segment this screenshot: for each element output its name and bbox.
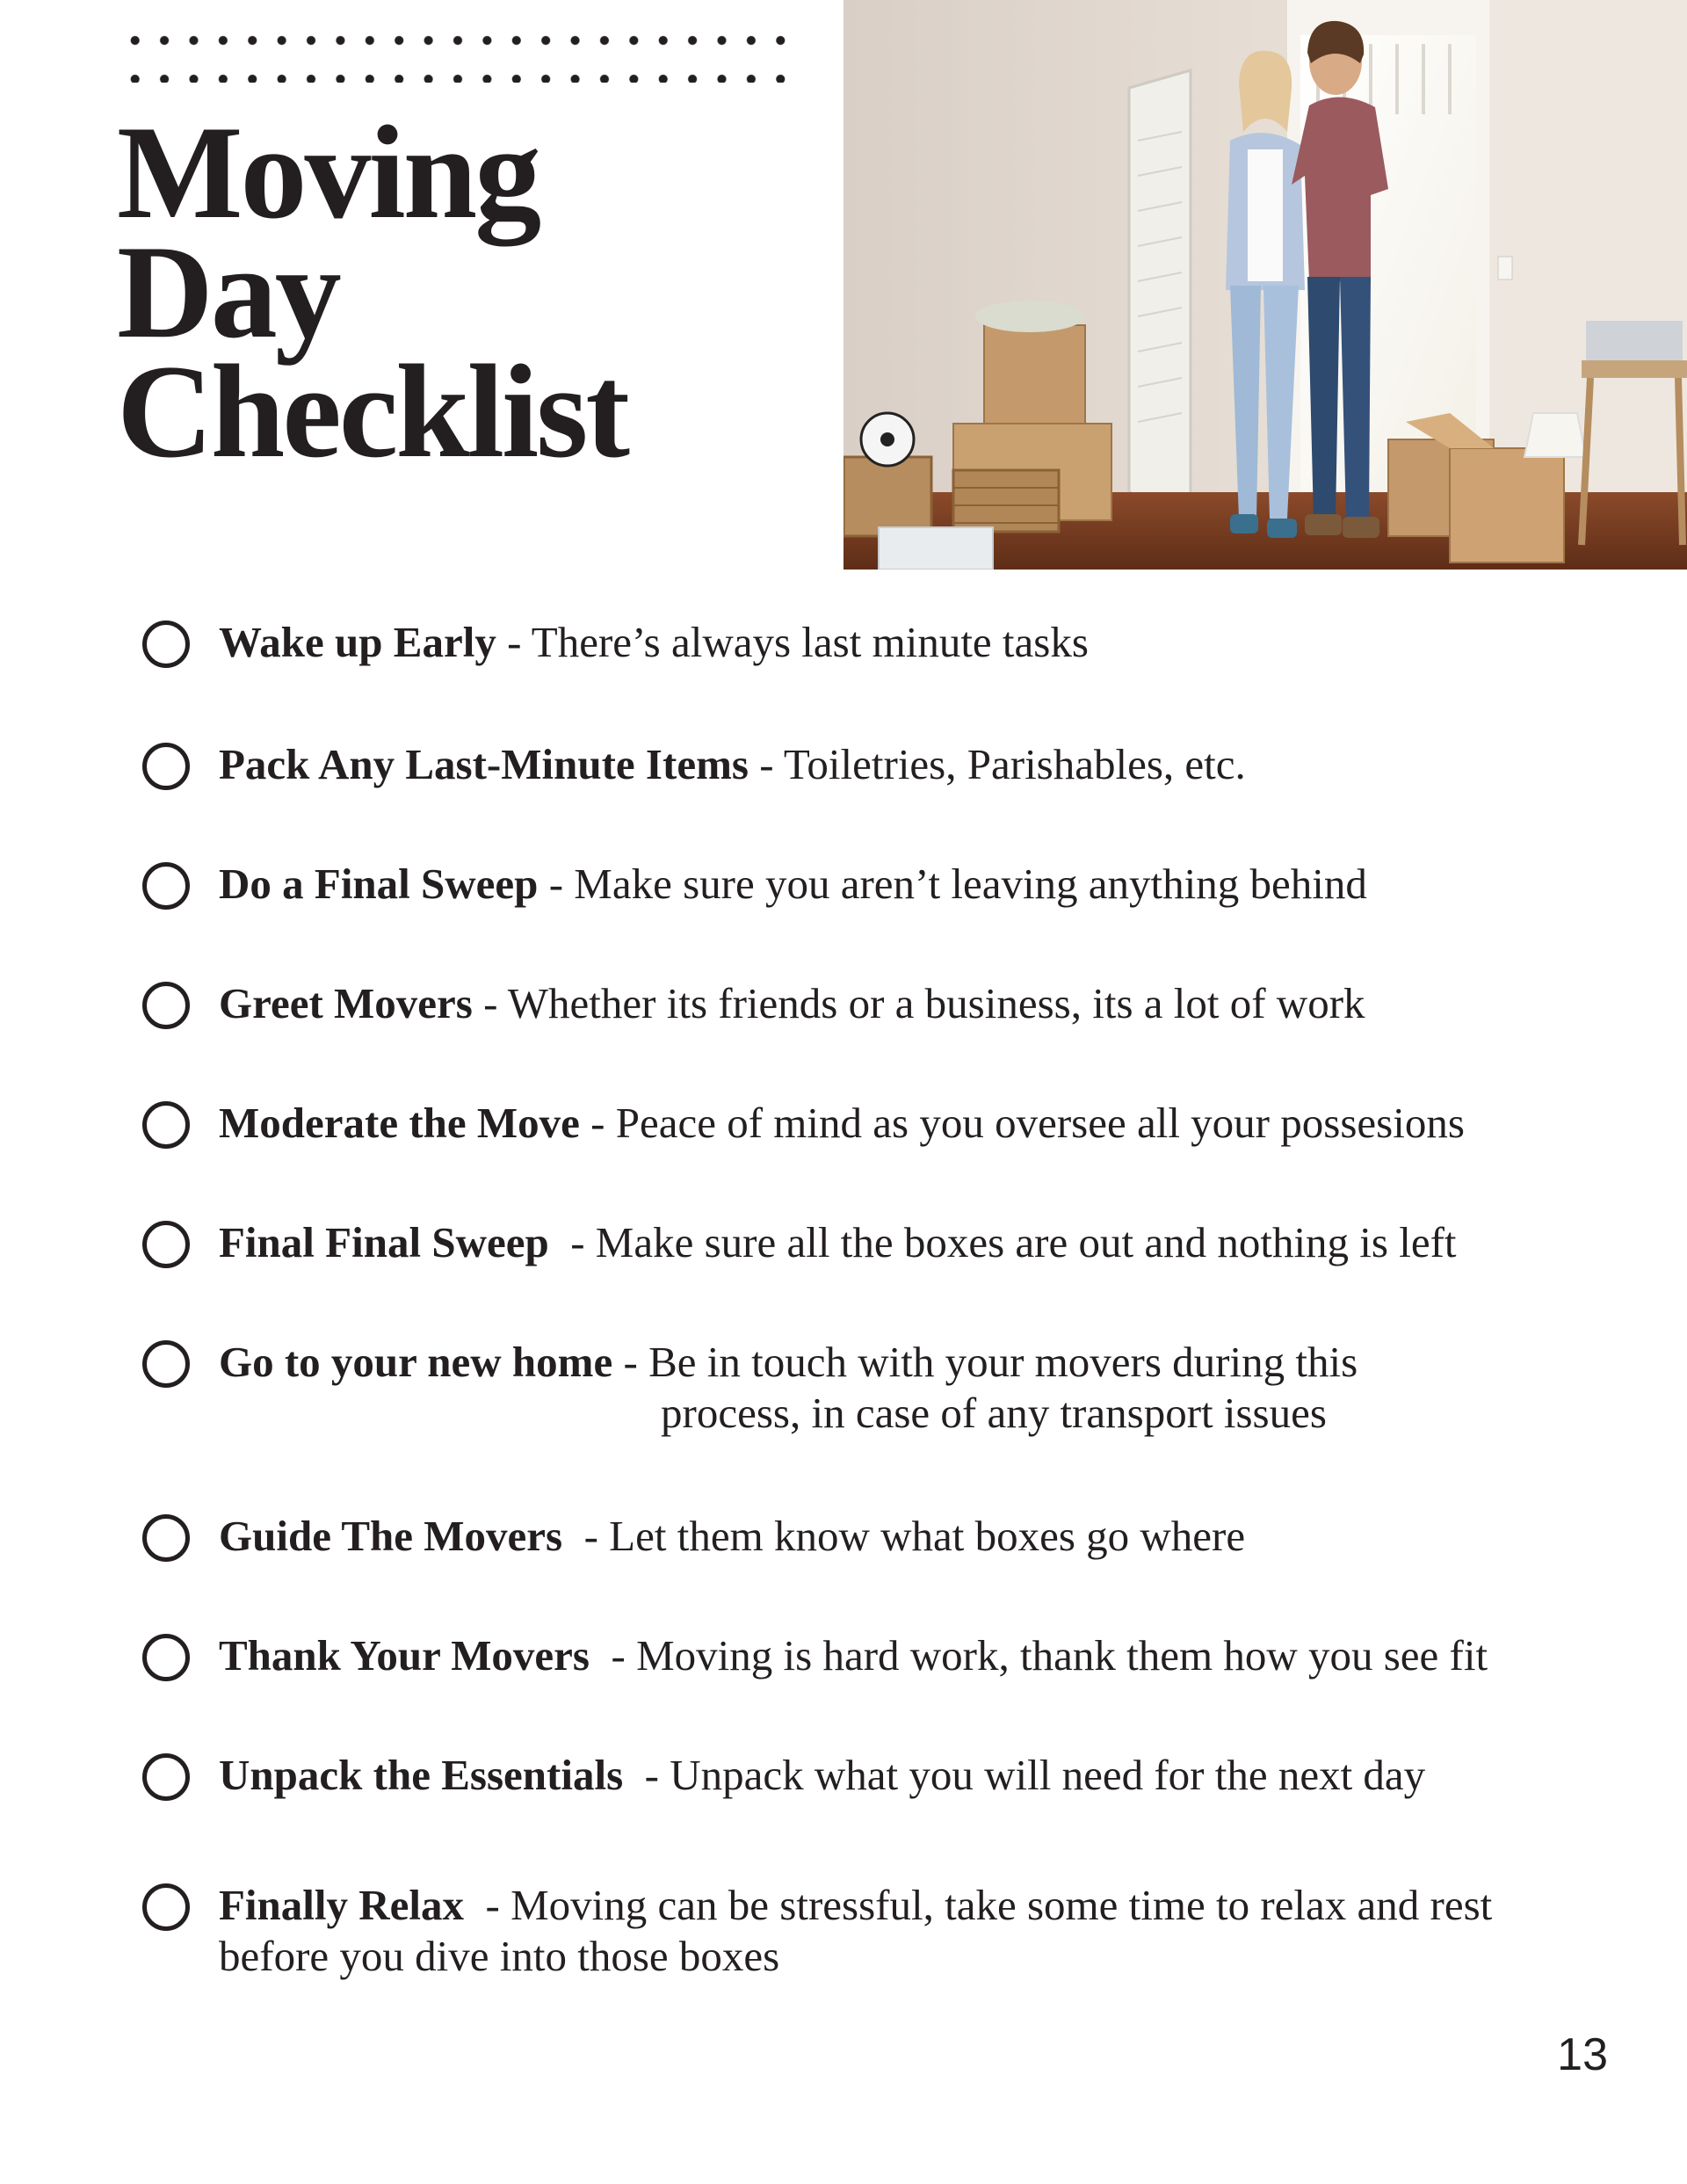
item-separator: -	[612, 1338, 649, 1386]
title-line-checklist: Checklist	[117, 337, 627, 485]
item-description: Make sure all the boxes are out and nothing is left	[595, 1218, 1457, 1266]
title-line-moving: Moving	[117, 98, 539, 246]
item-separator: -	[538, 860, 575, 908]
checkbox[interactable]	[142, 1101, 190, 1149]
item-description: Unpack what you will need for the next day	[670, 1751, 1426, 1799]
checkbox[interactable]	[142, 1883, 190, 1931]
item-description: Toiletries, Parishables, etc.	[783, 740, 1246, 788]
checkbox[interactable]	[142, 1221, 190, 1268]
item-description: Moving is hard work, thank them how you see fit	[636, 1631, 1488, 1680]
checklist-item-text	[219, 1337, 1358, 1388]
item-description: There’s always last minute tasks	[531, 618, 1089, 666]
item-separator: -	[590, 1631, 637, 1680]
item-label: Finally Relax	[219, 1881, 465, 1929]
title-line-day: Day	[117, 218, 339, 366]
checkbox[interactable]	[142, 862, 190, 910]
item-separator: -	[548, 1218, 596, 1266]
item-label: Unpack the Essentials	[219, 1751, 624, 1799]
checklist-item-text	[219, 1630, 1488, 1681]
checklist-item-text	[219, 1511, 1245, 1562]
checklist-item-text	[219, 1098, 1465, 1149]
checkbox[interactable]	[142, 982, 190, 1029]
item-label: Guide The Movers	[219, 1512, 563, 1560]
item-description: Make sure you aren’t leaving anything behind	[574, 860, 1367, 908]
checkbox[interactable]	[142, 743, 190, 790]
item-label: Pack Any Last-Minute Items	[219, 740, 749, 788]
checklist-item-text	[219, 1880, 1492, 1931]
item-separator: -	[748, 740, 784, 788]
checkbox[interactable]	[142, 1340, 190, 1388]
checklist-item-text	[219, 978, 1365, 1029]
item-description: Whether its friends or a business, its a lot of work	[507, 979, 1365, 1027]
item-label: Go to your new home	[219, 1338, 613, 1386]
item-separator: -	[579, 1099, 616, 1147]
item-separator: -	[464, 1881, 511, 1929]
item-description-continued: process, in case of any transport issues	[661, 1389, 1327, 1437]
checklist-item-text	[219, 1750, 1425, 1801]
item-label: Moderate the Move	[219, 1099, 580, 1147]
checklist-item-text	[219, 739, 1246, 790]
item-label: Final Final Sweep	[219, 1218, 549, 1266]
checklist-item-text	[219, 859, 1367, 910]
checkbox[interactable]	[142, 1514, 190, 1562]
item-label: Do a Final Sweep	[219, 860, 539, 908]
decorative-dot-grid	[120, 21, 788, 83]
checkbox[interactable]	[142, 620, 190, 668]
item-separator: -	[472, 979, 508, 1027]
checklist-item-text	[219, 1217, 1457, 1268]
page-title	[117, 98, 627, 485]
item-label: Wake up Early	[219, 618, 496, 666]
item-description: Let them know what boxes go where	[609, 1512, 1246, 1560]
item-separator: -	[562, 1512, 610, 1560]
item-separator: -	[496, 618, 532, 666]
checklist-item-text	[219, 617, 1089, 668]
item-description: Peace of mind as you oversee all your possesions	[615, 1099, 1465, 1147]
item-label: Thank Your Movers	[219, 1631, 590, 1680]
item-description: Moving can be stressful, take some time to relax and rest	[510, 1881, 1493, 1929]
item-label: Greet Movers	[219, 979, 473, 1027]
couple-moving-photo	[844, 0, 1687, 570]
checkbox[interactable]	[142, 1753, 190, 1801]
item-description: Be in touch with your movers during this	[648, 1338, 1358, 1386]
page-number: 13	[1557, 2029, 1608, 2080]
checkbox[interactable]	[142, 1634, 190, 1681]
item-separator: -	[623, 1751, 670, 1799]
item-description-continued: before you dive into those boxes	[219, 1932, 780, 1980]
